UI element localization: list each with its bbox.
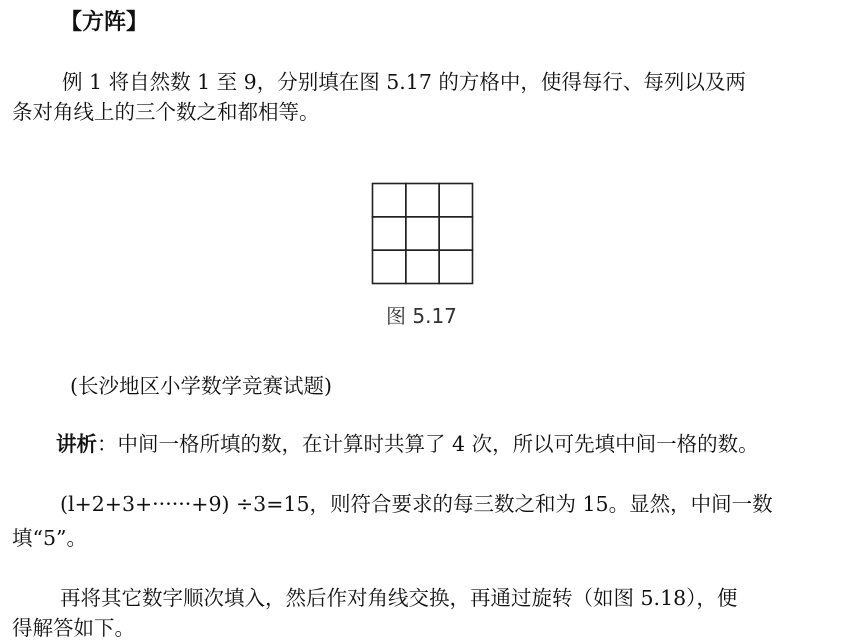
grid-cell	[439, 250, 472, 283]
analysis-text: ：中间一格所填的数，在计算时共算了 4 次，所以可先填中间一格的数。	[97, 432, 759, 456]
grid-cell	[439, 184, 472, 217]
paragraph-3-line-1: (l+2+3+······+9) ÷3=15，则符合要求的每三数之和为 15。显然，中间一数	[60, 492, 773, 516]
magic-square-grid	[371, 182, 474, 285]
source-note: (长沙地区小学数学竞赛试题)	[70, 374, 332, 398]
paragraph-4-line-2: 得解答如下。	[12, 616, 135, 640]
grid-cell	[373, 250, 406, 283]
grid-cell	[439, 217, 472, 250]
grid-svg	[371, 182, 474, 285]
grid-cell	[373, 184, 406, 217]
example-line-2: 条对角线上的三个数之和都相等。	[12, 100, 320, 124]
paragraph-4-line-1: 再将其它数字顺次填入，然后作对角线交换，再通过旋转（如图 5.18），便	[60, 586, 738, 610]
example-line-1: 例 1 将自然数 1 至 9，分别填在图 5.17 的方格中，使得每行、每列以及两	[62, 70, 746, 94]
grid-cell	[406, 250, 439, 283]
figure-caption: 图 5.17	[386, 304, 457, 328]
analysis-paragraph	[56, 434, 759, 455]
analysis-label: 讲析	[56, 432, 97, 456]
grid-cell	[406, 217, 439, 250]
section-title: 【方阵】	[60, 10, 149, 35]
grid-cell	[406, 184, 439, 217]
paragraph-3-line-2: 填“5”。	[12, 526, 88, 550]
grid-cell	[373, 217, 406, 250]
